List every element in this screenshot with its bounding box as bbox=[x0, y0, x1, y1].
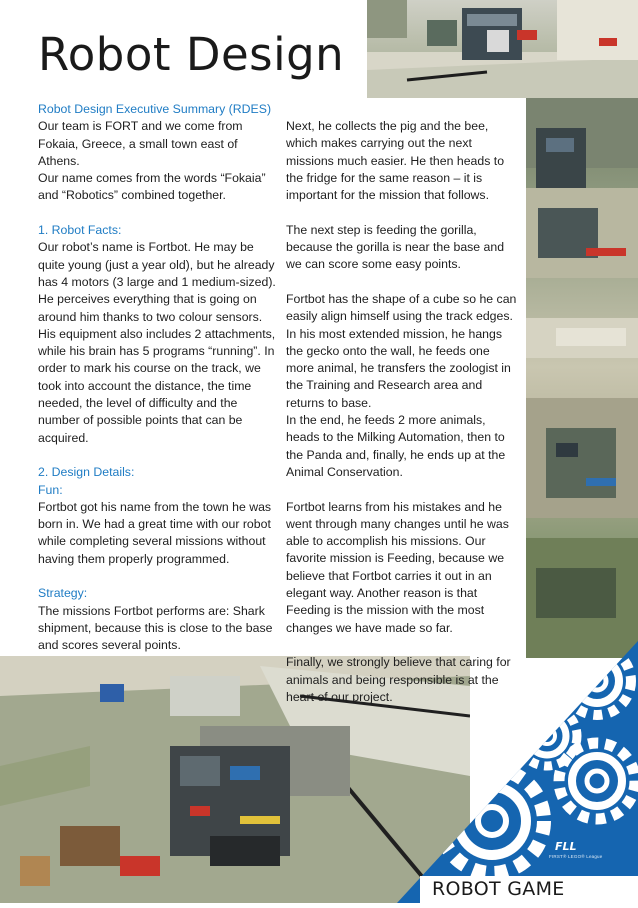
fun-text: Fortbot got his name from the town he was born in. We had a great time with our robot while completing several missions without having them properly programmed. bbox=[38, 499, 272, 566]
photo-robot-side bbox=[526, 98, 638, 658]
paragraph-cube-shape: Fortbot has the shape of a cube so he can easily align himself using the track edges. In his most extended mission, he hangs the gecko onto the wall, he feeds one more animal, he transfers the zoologist in the Training and Research area and returns to base. bbox=[286, 291, 517, 410]
intro-text: Our team is FORT and we come from Fokaia, Greece, a small town east of Athens. bbox=[38, 119, 243, 168]
robot-game-label: ROBOT GAME bbox=[432, 878, 565, 900]
robot-facts-heading: 1. Robot Facts: bbox=[38, 223, 122, 238]
rdes-heading: Robot Design Executive Summary (RDES) bbox=[38, 102, 272, 116]
right-column bbox=[286, 118, 520, 723]
fun-heading: Fun: bbox=[38, 482, 63, 497]
fll-logo-subtitle: FIRST® LEGO® League bbox=[549, 854, 603, 859]
page-title: Robot Design bbox=[38, 28, 345, 81]
left-column bbox=[38, 101, 278, 672]
photo-robot-top bbox=[367, 0, 638, 98]
robot-game-panel bbox=[397, 641, 638, 903]
robot-facts-text: Our robot’s name is Fortbot. He may be quite young (just a year old), but he already has 4 motors (3 large and 1 medium-sized). He perceives everything that is going on around him thanks to two colour sensors. His equipment also includes 2 attachments, while his brain has 5 programs “running”. In order to mark his course on the track, we took into account the distance, the time needed, the level of difficulty and the number of possible points that can be acquired. bbox=[38, 240, 276, 445]
name-origin-text: Our name comes from the words “Fokaia” and “Robotics” combined together. bbox=[38, 171, 266, 203]
paragraph-end: In the end, he feeds 2 more animals, heads to the Milking Automation, then to the Panda and, finally, he ends up at the Animal Conservation. bbox=[286, 413, 506, 479]
strategy-text: The missions Fortbot performs are: Shark shipment, because this is close to the base and scores several points. bbox=[38, 603, 273, 653]
strategy-heading: Strategy: bbox=[38, 586, 88, 601]
paragraph-learns: Fortbot learns from his mistakes and he went through many changes until he was able to accomplish his missions. Our favorite mission is Feeding, because we believe that Fortbot carries it out in an elegant way. Another reason is that Feeding is the mission with the most changes we have made so far. bbox=[286, 499, 509, 635]
paragraph-collects: Next, he collects the pig and the bee, which makes carrying out the next missions much easier. He then heads to the fridge for the same reason – it is important for the mission that follows. bbox=[286, 119, 505, 203]
paragraph-finally: Finally, we strongly believe that caring for animals and being responsible is at the heart of our project. bbox=[286, 655, 511, 704]
paragraph-gorilla: The next step is feeding the gorilla, because the gorilla is near the base and we can score some easy points. bbox=[286, 222, 505, 272]
design-details-heading: 2. Design Details: bbox=[38, 465, 135, 480]
fll-logo: FLL bbox=[555, 840, 577, 853]
